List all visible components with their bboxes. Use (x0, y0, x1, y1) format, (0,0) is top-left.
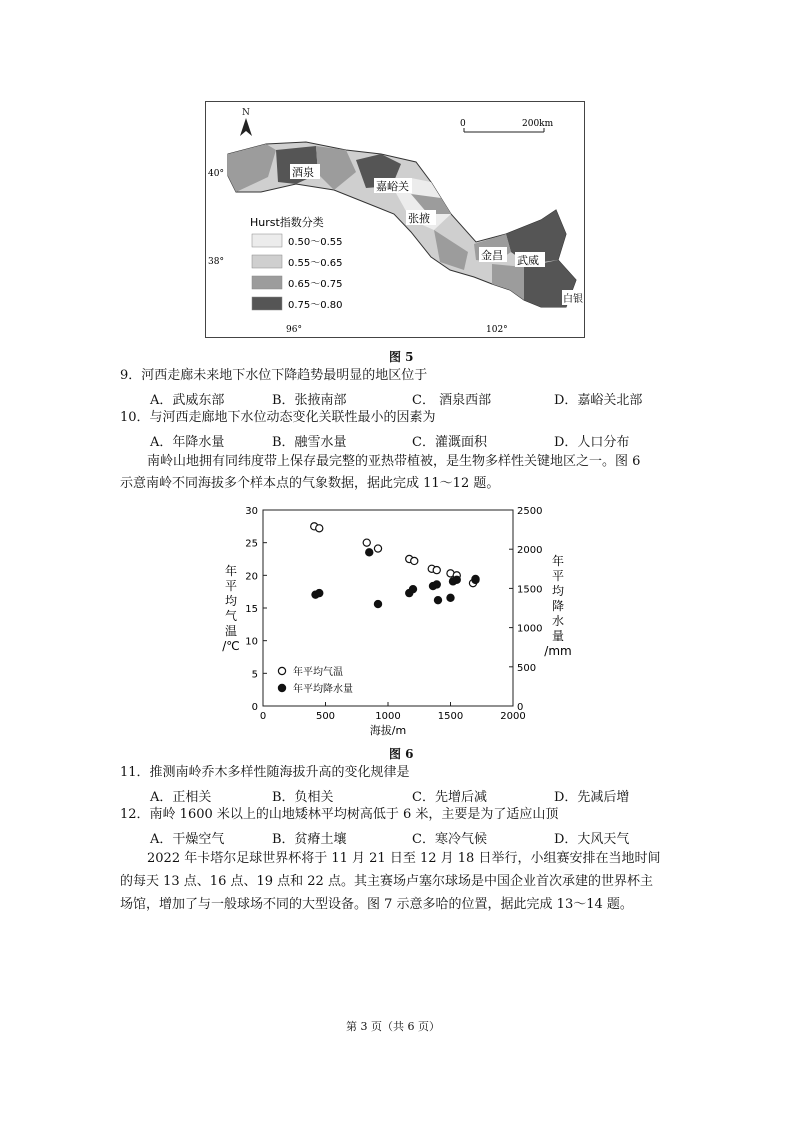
q9-option-a: A．武威东部 (150, 393, 225, 408)
legend-swatch (252, 234, 282, 247)
place-baiyin: 白银 (563, 294, 583, 305)
legend-entry: 年平均气温 (293, 667, 343, 678)
q12-option-a: A．干燥空气 (150, 832, 225, 847)
north-arrow-icon (240, 118, 252, 136)
y-right-axis-label: 均 (551, 584, 565, 598)
legend-label: 0.55～0.65 (288, 258, 343, 269)
q9-option-c: C． 酒泉西部 (412, 393, 492, 408)
place-jiuquan: 酒泉 (292, 166, 314, 179)
lat-40-label: 40° (208, 169, 224, 179)
intro-qatar-line-1: 2022 年卡塔尔足球世界杯将于 11 月 21 日至 12 月 18 日举行，小组赛安排在当地时间 (147, 851, 661, 866)
y-right-axis-label: 年 (551, 554, 565, 568)
temperature-point (411, 557, 418, 564)
legend-label: 0.75～0.80 (288, 300, 343, 311)
precipitation-point (409, 586, 416, 593)
q10-option-c: C．灌溉面积 (412, 435, 487, 450)
y-left-axis-label: 均 (224, 594, 238, 608)
figure6-chart (215, 495, 575, 747)
q10-option-a: A．年降水量 (150, 435, 225, 450)
x-tick-label: 500 (315, 711, 336, 722)
legend-label: 0.50～0.55 (288, 237, 343, 248)
q11-option-c: C．先增后减 (412, 790, 487, 805)
precipitation-point (472, 575, 479, 582)
y-left-tick-label: 5 (251, 669, 258, 681)
y-left-axis-label: 温 (224, 624, 238, 638)
legend-swatch (252, 297, 282, 310)
x-tick-label: 1000 (375, 711, 401, 722)
q9-option-b: B．张掖南部 (272, 393, 347, 408)
precipitation-point (447, 594, 454, 601)
place-wuwei: 武威 (517, 254, 539, 267)
y-left-tick-label: 20 (245, 571, 258, 583)
y-left-tick-label: 25 (245, 538, 258, 550)
intro-nanling-line-1: 南岭山地拥有同纬度带上保存最完整的亚热带植被，是生物多样性关键地区之一。图 6 (147, 454, 641, 469)
y-right-tick-label: 1500 (517, 584, 543, 596)
hexi-corridor-map (205, 101, 585, 338)
y-right-axis-label: 量 (551, 629, 565, 643)
legend-title: Hurst指数分类 (250, 216, 324, 229)
q11-option-d: D．先减后增 (554, 790, 630, 805)
y-right-axis-label: /mm (544, 644, 572, 658)
legend-marker (278, 667, 285, 674)
y-right-tick-label: 2000 (517, 545, 543, 557)
q12-option-c: C．寒冷气候 (412, 832, 487, 847)
y-left-axis-label: /℃ (222, 639, 240, 653)
precipitation-point (374, 600, 381, 607)
q12-option-d: D．大风天气 (554, 832, 630, 847)
q12-option-b: B．贫瘠土壤 (272, 832, 347, 847)
q10-stem: 10．与河西走廊地下水位动态变化关联性最小的因素为 (120, 410, 436, 425)
y-left-axis-label: 平 (224, 579, 238, 593)
place-jinchang: 金昌 (481, 249, 503, 262)
temperature-point (363, 539, 370, 546)
legend (252, 234, 343, 311)
figure6-caption: 图 6 (389, 747, 414, 761)
page-footer: 第 3 页（共 6 页） (346, 1020, 440, 1033)
y-right-axis-label: 降 (551, 599, 565, 613)
map-svg (206, 102, 584, 337)
y-right-tick-label: 2500 (517, 506, 543, 517)
intro-nanling-line-2: 示意南岭不同海拔多个样本点的气象数据，据此完成 11～12 题。 (120, 476, 500, 491)
legend-marker (278, 684, 285, 691)
temperature-point (433, 567, 440, 574)
legend-swatch (252, 276, 282, 289)
lon-102-label: 102° (486, 325, 508, 335)
temperature-point (374, 545, 381, 552)
intro-qatar-line-3: 场馆，增加了与一般球场不同的大型设备。图 7 示意多哈的位置，据此完成 13～14 题。 (120, 897, 633, 912)
temperature-point (316, 525, 323, 532)
region-southeast-grey (492, 264, 524, 300)
lat-38-label: 38° (208, 257, 224, 267)
place-zhangye: 张掖 (408, 212, 430, 225)
precipitation-point (453, 576, 460, 583)
y-left-tick-label: 10 (245, 636, 258, 648)
precipitation-point (316, 590, 323, 597)
legend-swatch (252, 255, 282, 268)
y-left-axis-label: 年 (224, 564, 238, 578)
intro-qatar-line-2: 的每天 13 点、16 点、19 点和 22 点。其主赛场卢塞尔球场是中国企业首次承建的世界杯主 (120, 874, 653, 889)
q10-option-b: B．融雪水量 (272, 435, 347, 450)
q9-stem: 9．河西走廊未来地下水位下降趋势最明显的地区位于 (120, 368, 428, 383)
y-left-axis-label: 气 (224, 609, 238, 623)
y-left-tick-label: 0 (251, 702, 258, 713)
y-right-axis-label: 水 (551, 614, 565, 628)
q11-option-a: A．正相关 (150, 790, 212, 805)
scale-label: 200km (522, 119, 554, 129)
figure5-caption: 图 5 (389, 350, 414, 364)
north-label: N (242, 108, 250, 118)
q11-stem: 11．推测南岭乔木多样性随海拔升高的变化规律是 (120, 765, 410, 780)
x-tick-label: 2000 (500, 711, 526, 722)
q12-stem: 12．南岭 1600 米以上的山地矮林平均树高低于 6 米，主要是为了适应山顶 (120, 807, 559, 822)
q11-option-b: B．负相关 (272, 790, 334, 805)
legend-entry: 年平均降水量 (293, 684, 353, 695)
precipitation-point (434, 597, 441, 604)
place-jiayuguan: 嘉峪关 (376, 180, 409, 193)
y-right-axis-label: 平 (551, 569, 565, 583)
x-tick-label: 1500 (437, 711, 464, 722)
y-left-tick-label: 30 (245, 506, 258, 517)
y-left-tick-label: 15 (245, 604, 258, 615)
q10-option-d: D．人口分布 (554, 435, 630, 450)
legend-label: 0.65～0.75 (288, 279, 343, 290)
lon-96-label: 96° (286, 325, 302, 335)
x-tick-label: 0 (259, 711, 267, 722)
y-right-tick-label: 500 (517, 662, 537, 674)
scale-zero: 0 (460, 119, 466, 129)
y-right-tick-label: 1000 (517, 623, 543, 635)
y-right-tick-label: 0 (517, 702, 524, 713)
precipitation-point (433, 581, 440, 588)
precipitation-point (366, 549, 373, 556)
q9-option-d: D．嘉峪关北部 (554, 393, 643, 408)
x-axis-label: 海拔/m (369, 724, 407, 737)
